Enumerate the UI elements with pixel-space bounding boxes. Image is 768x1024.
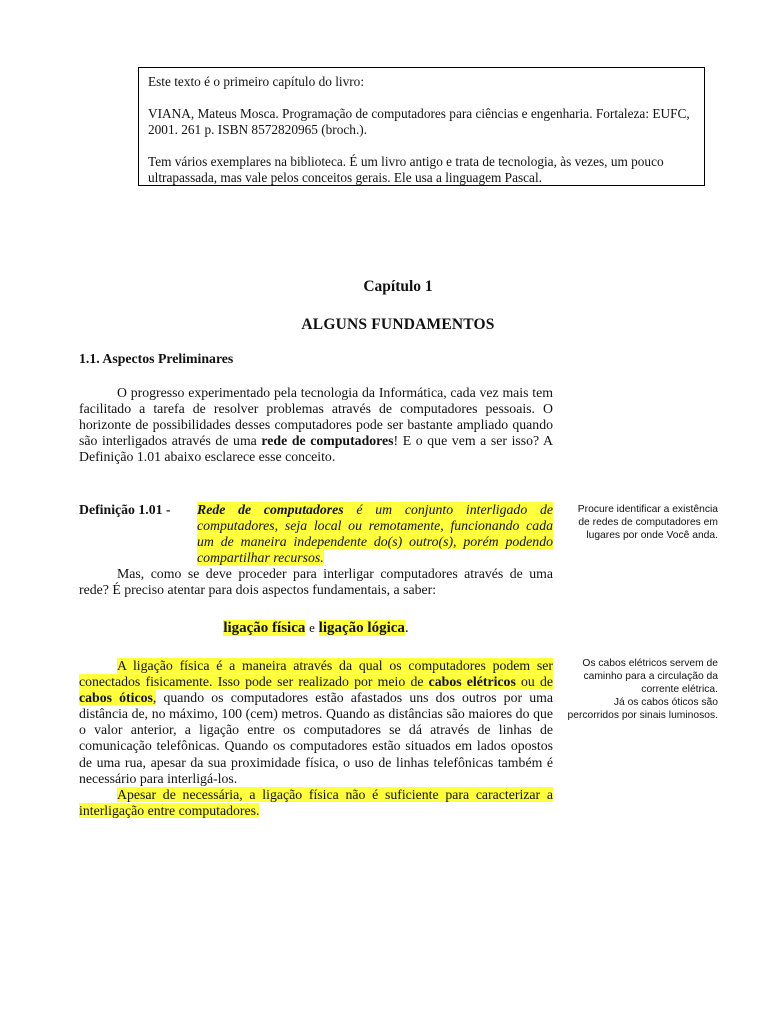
aspects-line: [79, 620, 553, 637]
chapter-title: ALGUNS FUNDAMENTOS: [301, 316, 495, 333]
definition-body: [197, 502, 553, 566]
physical-text-rest: quando os computadores estão afastados uns dos outros por uma distância de, no máximo, 100 (cem) metros. Quando as distâncias são maiores do que o valor anterior, a ligação entre os computadores se dá através de linhas de comunicação telefônicas. Quando os computadores estão situados em lados opostos de uma rua, apesar da sua proximidade física, o uso de linhas telefônicas também é necessário para interligá-los.: [79, 690, 553, 786]
definition-block: [79, 502, 553, 599]
definition-term: Rede de computadores: [197, 502, 344, 517]
side-note-cables-optic: Já os cabos óticos são percorridos por sinais luminosos.: [567, 697, 718, 721]
physical-link-paragraph: [79, 658, 553, 787]
physical-text-comma: ,: [152, 690, 157, 706]
library-note: Tem vários exemplares na biblioteca. É um livro antigo e trata de tecnologia, às vezes, um pouco ultrapassada, mas vale pelos conceitos gerais. Ele usa a linguagem Pascal.: [148, 154, 664, 185]
term-rede-de-computadores: rede de computadores: [261, 433, 394, 449]
physical-text-part1: A ligação física é a maneira através da qual os computadores podem ser conectados fisicamente. Isso pode ser realizado por meio de: [79, 658, 553, 690]
side-note-cables: [566, 657, 718, 722]
side-note-networks: Procure identificar a existência de redes de computadores em lugares por onde Você anda.: [577, 504, 718, 541]
physical-not-sufficient-text: Apesar de necessária, a ligação física não é suficiente para caracterizar a interligação entre computadores.: [79, 786, 553, 818]
intro-text-after: ! E o que vem a ser isso? A Definição 1.01 abaixo esclarece esse conceito.: [79, 433, 553, 465]
intro-paragraph: [79, 385, 553, 465]
aspect-physical-link: ligação física: [223, 620, 306, 636]
physical-link-section: [79, 658, 553, 819]
intro-text-before: O progresso experimentado pela tecnologia da Informática, cada vez mais tem facilitado a tarefa de resolver problemas através de computadores pessoais. O horizonte de possibilidades desses computadores pode ser bastante ampliado quando são interligados através de uma: [79, 385, 553, 449]
physical-not-sufficient-paragraph: [79, 787, 553, 819]
aspects-intro-paragraph: Mas, como se deve proceder para interligar computadores através de uma rede? É preciso atentar para dois aspectos fundamentais, a saber:: [79, 566, 553, 598]
term-cabos-eletricos: cabos elétricos: [428, 674, 516, 690]
aspect-logical-link: ligação lógica: [318, 620, 405, 636]
book-reference-box: [138, 67, 705, 186]
chapter-label: Capítulo 1: [363, 278, 433, 295]
aspect-period: .: [404, 620, 409, 636]
side-note-cables-electric: Os cabos elétricos servem de caminho para a circulação da corrente elétrica.: [582, 658, 718, 695]
reference-intro: Este texto é o primeiro capítulo do livro:: [148, 74, 365, 89]
term-cabos-oticos: cabos óticos: [79, 690, 153, 706]
definition-text: é um conjunto interligado de computadores, seja local ou remotamente, funcionando cada um de maneira independente do(s) outro(s), porém podendo compartilhar recursos.: [197, 502, 553, 566]
aspect-connector: e: [309, 620, 315, 635]
definition-label: Definição 1.01 -: [79, 502, 171, 517]
physical-text-mid: ou de: [515, 674, 554, 690]
section-heading: 1.1. Aspectos Preliminares: [79, 351, 234, 366]
reference-citation: VIANA, Mateus Mosca. Programação de computadores para ciências e engenharia. Fortaleza: EUFC, 2001. 261 p. ISBN 8572820965 (broch.).: [148, 106, 690, 137]
